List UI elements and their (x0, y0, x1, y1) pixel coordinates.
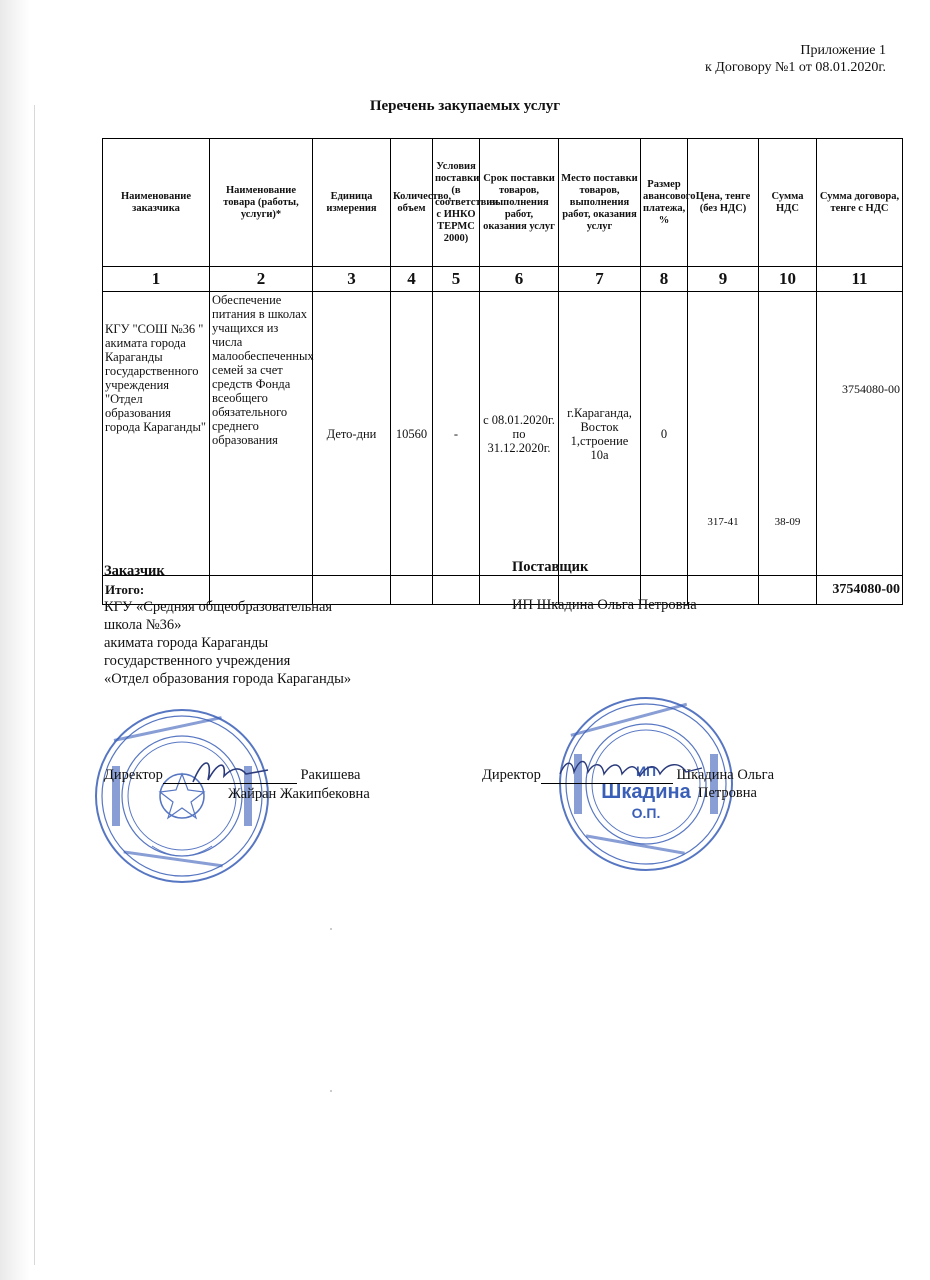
supplier-handwritten-signature (556, 752, 706, 786)
header-cell-total: Сумма договора, тенге с НДС (817, 139, 903, 267)
cell-period: с 08.01.2020г. по 31.12.2020г. (480, 292, 559, 576)
column-number-row (103, 267, 903, 292)
total-label: Итого: (103, 576, 210, 605)
column-number: 10 (759, 267, 817, 292)
customer-sign-role: Директор (104, 767, 163, 783)
scan-shadow (0, 0, 30, 1280)
supplier-stamp-line-1: ИП (635, 763, 657, 779)
column-number: 6 (480, 267, 559, 292)
header-cell-quantity: Количество, объем (391, 139, 433, 267)
header-cell-place: Место поставки товаров, выполнения работ, оказания услуг (559, 139, 641, 267)
customer-line: школа №36» (104, 617, 182, 633)
cell-item: Обеспечение питания в школах учащихся из числа малообеспеченных семей за счет средств Фонда всеобщего обязательного среднего образования (210, 292, 313, 576)
table-row (103, 292, 903, 576)
customer-handwritten-signature (188, 752, 278, 792)
cell-quantity: 10560 (391, 292, 433, 576)
appendix-line-2: к Договору №1 от 08.01.2020г. (704, 60, 886, 75)
appendix-line-1: Приложение 1 (800, 43, 886, 58)
supplier-sign-name-2: Петровна (698, 785, 757, 801)
column-number: 1 (103, 267, 210, 292)
column-number: 2 (210, 267, 313, 292)
header-cell-price: Цена, тенге (без НДС) (688, 139, 759, 267)
header-row (103, 139, 903, 267)
page-title: Перечень закупаемых услуг (369, 98, 561, 114)
cell-vat: 38-09 (759, 292, 817, 576)
supplier-stamp-line-2: Шкадина (601, 781, 691, 803)
header-cell-unit: Единица измерения (313, 139, 391, 267)
header-cell-item: Наименование товара (работы, услуги)* (210, 139, 313, 267)
cell-total: 3754080-00 (817, 292, 903, 576)
services-table (102, 138, 903, 605)
header-cell-period: Срок поставки товаров, выполнения работ, оказания услуг (480, 139, 559, 267)
column-number: 7 (559, 267, 641, 292)
supplier-name: ИП Шкадина Ольга Петровна (512, 597, 697, 613)
column-number: 11 (817, 267, 903, 292)
cell-place: г.Караганда, Восток 1,строение 10а (559, 292, 641, 576)
column-number: 8 (641, 267, 688, 292)
appendix-note (705, 42, 886, 76)
customer-sign-name-2: Жайран Жакипбековна (228, 786, 370, 802)
customer-line: «Отдел образования города Караганды» (104, 671, 352, 687)
scan-speck (330, 928, 332, 930)
column-number: 9 (688, 267, 759, 292)
customer-line: государственного учреждения (104, 653, 291, 669)
header-cell-customer: Наименование заказчика (103, 139, 210, 267)
header-cell-vat: Сумма НДС (759, 139, 817, 267)
customer-heading: Заказчик (104, 563, 165, 579)
customer-line: КГУ «Средняя общеобразовательная (104, 599, 333, 615)
cell-customer: КГУ "СОШ №36 " акимата города Караганды государственного учреждения "Отдел образования города Караганды" (103, 292, 210, 576)
column-number: 5 (433, 267, 480, 292)
customer-sign-name-1: Ракишева (300, 767, 361, 783)
scan-speck (330, 1090, 332, 1092)
supplier-stamp-line-3: О.П. (631, 805, 661, 821)
supplier-sign-role: Директор (482, 767, 541, 783)
scan-line (34, 105, 35, 1265)
cell-unit: Дето-дни (313, 292, 391, 576)
header-cell-terms: Условия поставки (в соответствии с ИНКО ТЕРМС 2000) (433, 139, 480, 267)
supplier-sign-name-1: Шкадина Ольга (676, 767, 775, 783)
cell-terms: - (433, 292, 480, 576)
column-number: 4 (391, 267, 433, 292)
header-cell-advance: Размер авансового платежа, % (641, 139, 688, 267)
column-number: 3 (313, 267, 391, 292)
cell-advance: 0 (641, 292, 688, 576)
total-value: 3754080-00 (817, 576, 903, 605)
cell-price: 317-41 (688, 292, 759, 576)
supplier-heading: Поставщик (512, 559, 589, 575)
customer-line: акимата города Караганды (104, 635, 269, 651)
customer-details (104, 598, 351, 688)
